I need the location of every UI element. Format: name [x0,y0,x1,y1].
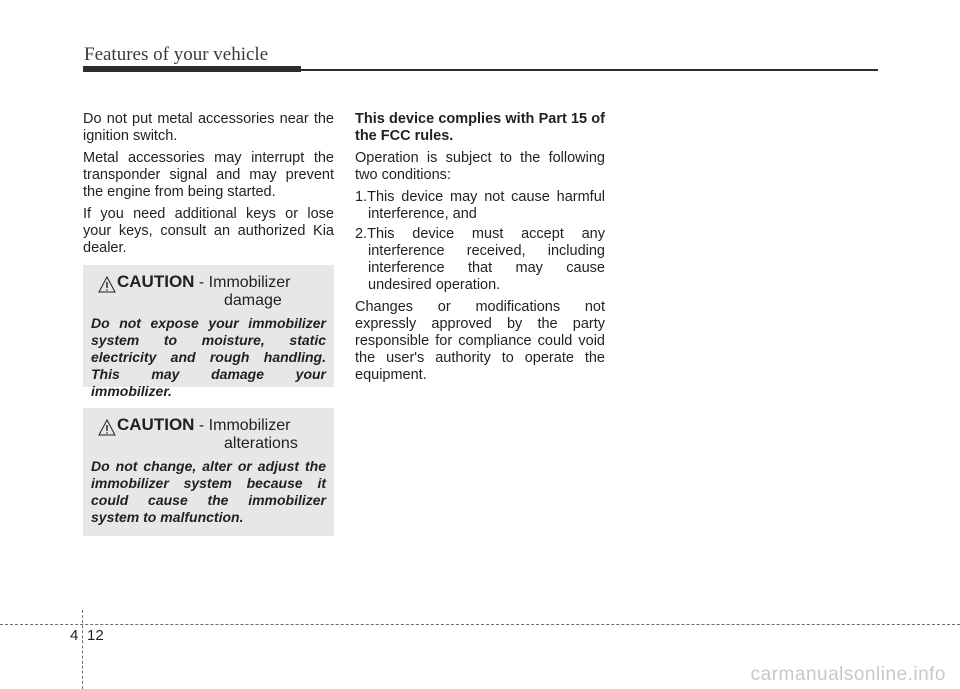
list-item: 1.This device may not cause harmful interference, and [355,189,605,222]
paragraph: Operation is subject to the following two conditions: [355,150,605,183]
caution-heading [91,416,326,452]
caution-body: Do not expose your immobilizer system to moisture, static electricity and rough handling. This may damage your immobilizer. [91,315,326,399]
footer-divider [0,624,960,625]
header-rule-thin [301,69,878,71]
warning-triangle-icon [98,419,116,436]
paragraph: Changes or modifications not expressly approved by the party responsible for compliance could void the user's authority to operate the equipment. [355,299,605,383]
warning-triangle-icon [98,276,116,293]
paragraph: If you need additional keys or lose your keys, consult an authorized Kia dealer. [83,206,334,256]
caution-label: CAUTION [117,272,195,291]
conditions-list [355,189,605,294]
caution-topic-line2: damage [224,292,282,309]
paragraph: Do not put metal accessories near the ignition switch. [83,111,334,144]
caution-body: Do not change, alter or adjust the immobilizer system because it could cause the immobilizer system to malfunction. [91,458,326,525]
page-header-title: Features of your vehicle [84,44,269,65]
middle-column [355,111,605,389]
left-column [83,111,334,262]
watermark: carmanualsonline.info [750,664,946,685]
caution-topic: - Immobilizer [194,417,291,434]
list-item: 2.This device must accept any interference received, including interference that may cause undesired operation. [355,226,605,293]
caution-box-alterations [83,408,334,536]
header-rule-thick [83,66,301,72]
caution-box-damage [83,265,334,399]
chapter-number: 4 [70,627,79,644]
paragraph: Metal accessories may interrupt the transponder signal and may prevent the engine from being started. [83,150,334,200]
fcc-heading: This device complies with Part 15 of the FCC rules. [355,111,605,144]
caution-topic-line2: alterations [224,435,298,452]
caution-label: CAUTION [117,415,195,434]
caution-heading [91,273,326,309]
caution-topic: - Immobilizer [194,274,291,291]
footer-vertical-divider [82,610,83,689]
page-number: 12 [87,627,104,644]
